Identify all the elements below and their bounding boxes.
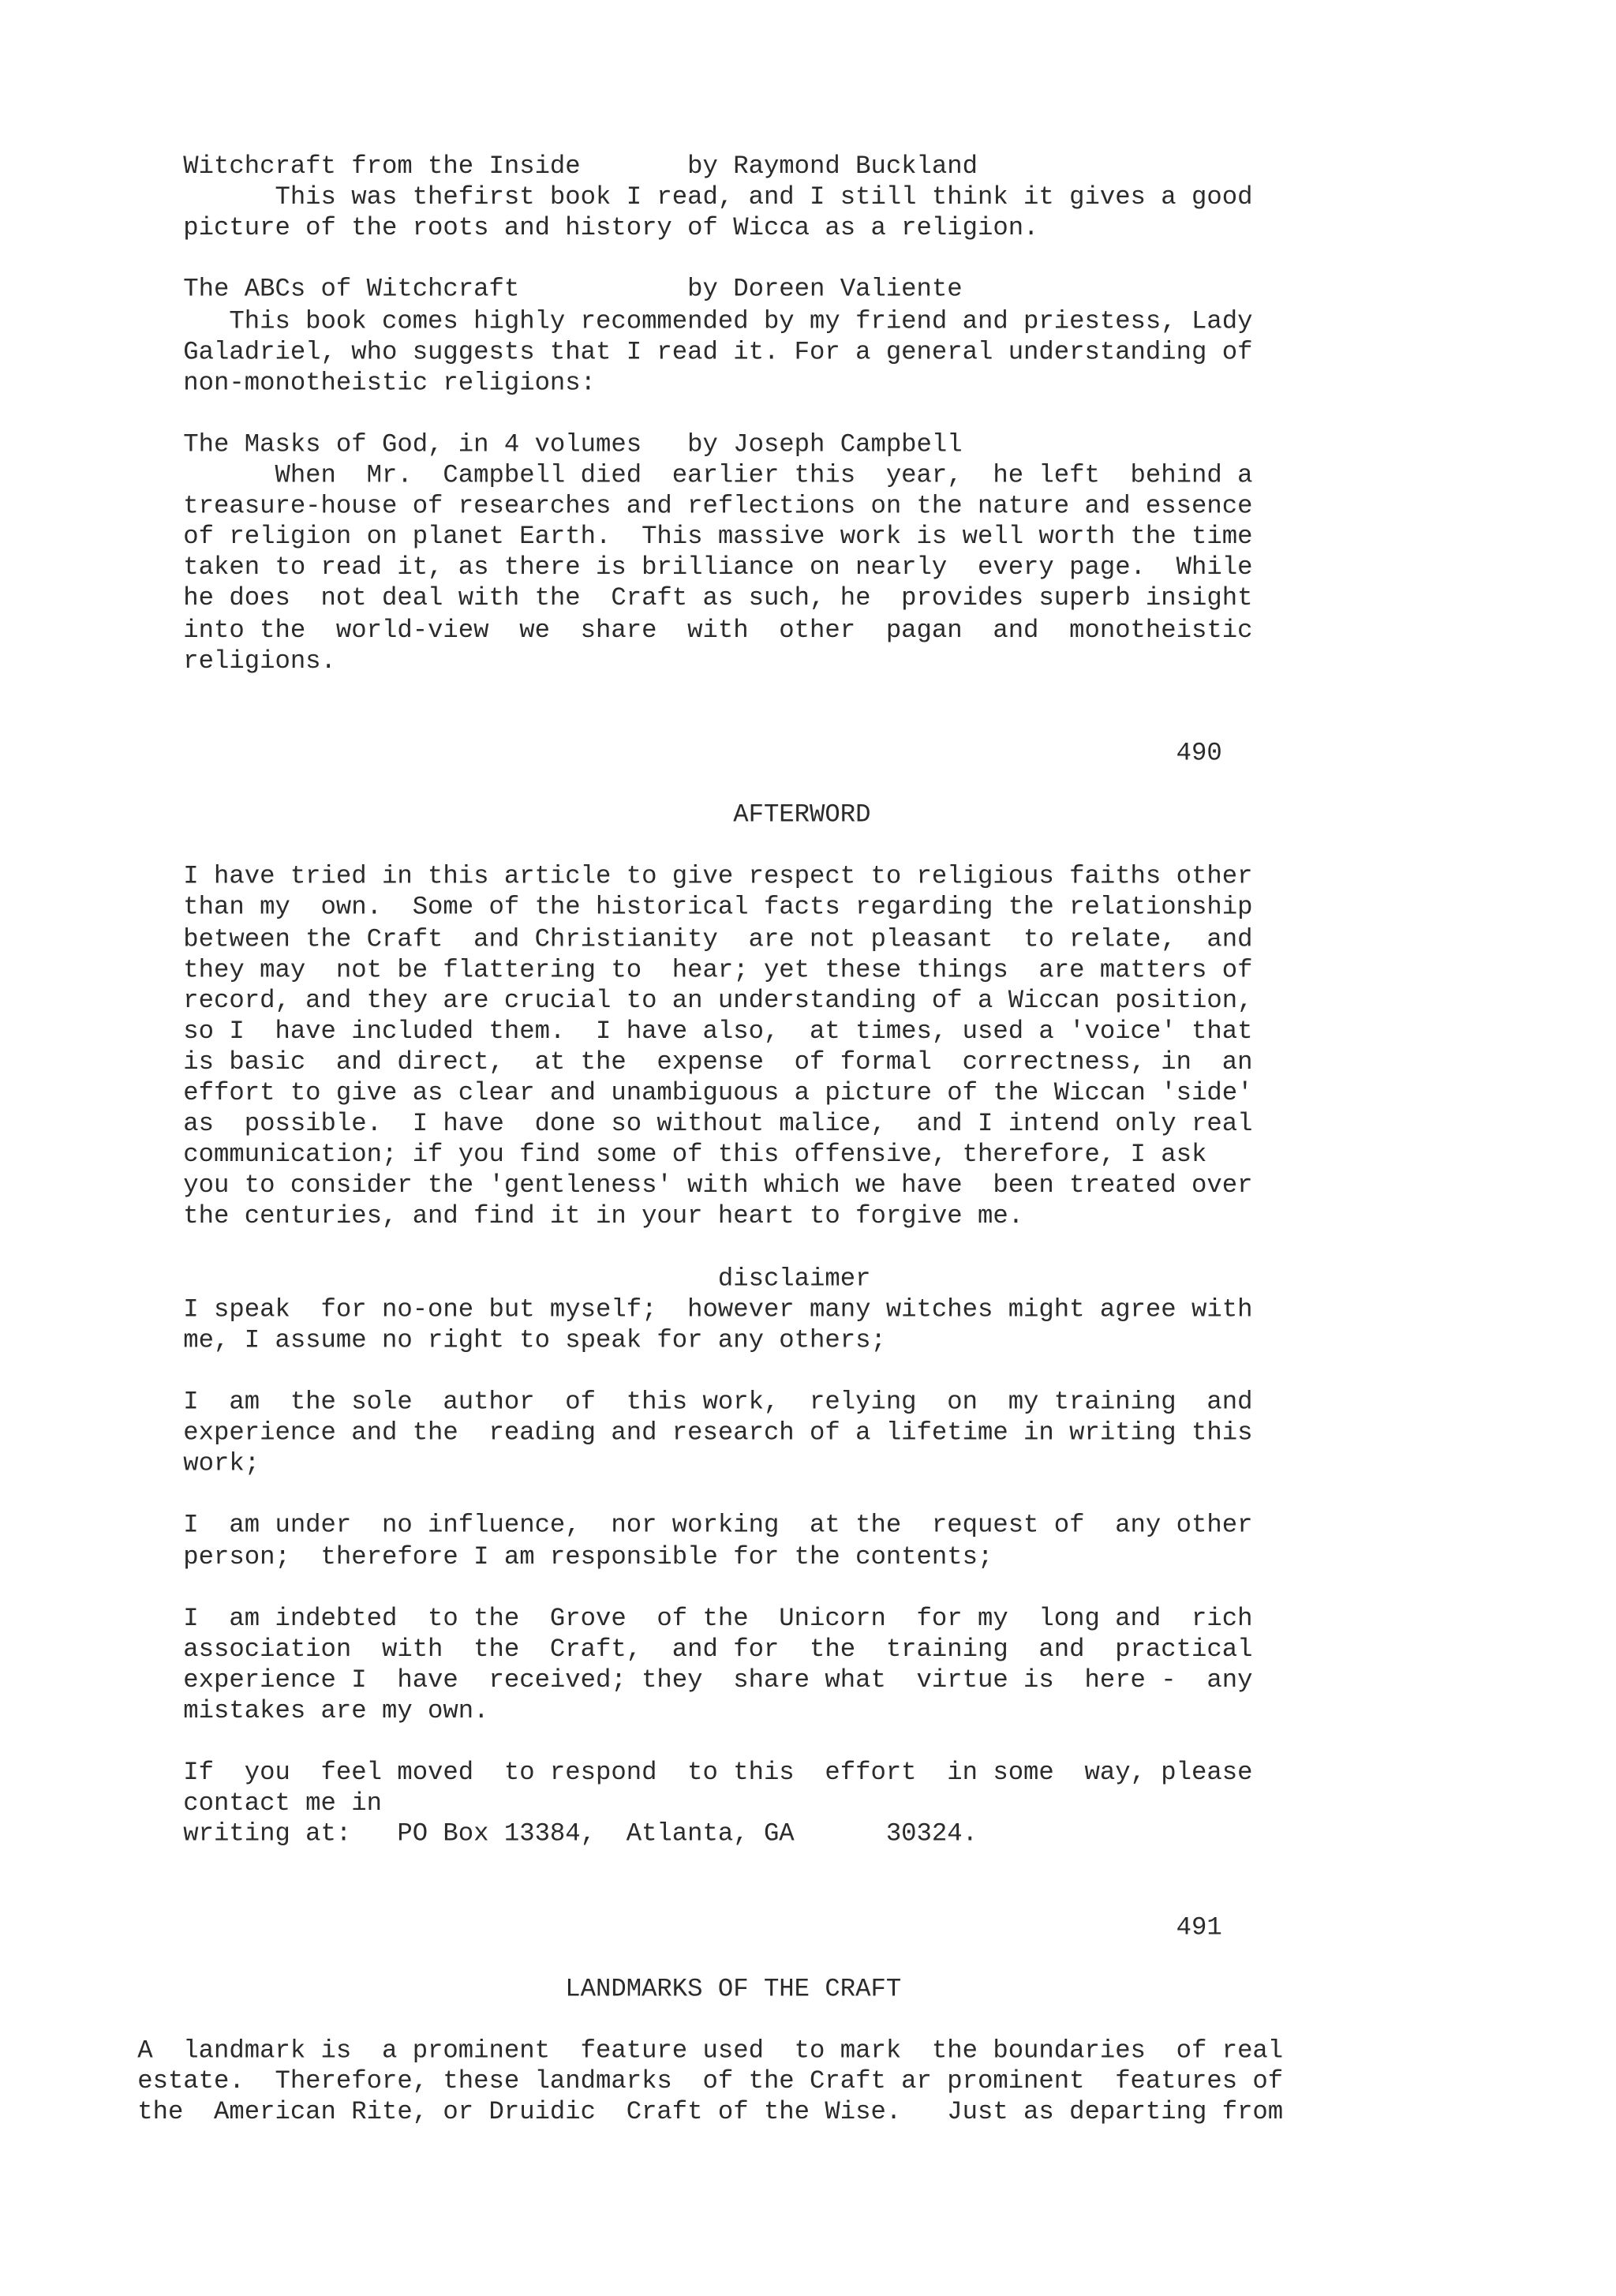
text-line: contact me in xyxy=(0,1791,382,1819)
text-line: mistakes are my own. xyxy=(0,1698,489,1727)
text-line: into the world-view we share with other pagan and monotheistic xyxy=(0,616,1253,646)
text-line: Witchcraft from the Inside by Raymond Buckland xyxy=(0,153,978,182)
text-line: than my own. Some of the historical facts regarding the relationship xyxy=(0,895,1253,923)
text-line: is basic and direct, at the expense of formal correctness, in an xyxy=(0,1049,1253,1078)
text-line: I have tried in this article to give respect to religious faiths other xyxy=(0,864,1253,893)
text-line: If you feel moved to respond to this effort in some way, please xyxy=(0,1760,1253,1788)
text-line: writing at: PO Box 13384, Atlanta, GA 30324. xyxy=(0,1822,978,1850)
text-line: they may not be flattering to hear; yet these things are matters of xyxy=(0,957,1253,985)
text-line: non-monotheistic religions: xyxy=(0,369,597,398)
text-line xyxy=(0,399,1616,430)
text-line: When Mr. Campbell died earlier this year, he left behind a xyxy=(0,463,1253,491)
text-line: I am the sole author of this work, relying on my training and xyxy=(0,1389,1253,1418)
text-line: effort to give as clear and unambiguous a picture of the Wiccan 'side' xyxy=(0,1080,1253,1109)
text-line xyxy=(0,770,1616,801)
text-line xyxy=(0,1944,1616,1975)
text-line: The ABCs of Witchcraft by Doreen Valiente xyxy=(0,277,963,305)
text-line xyxy=(0,708,1616,739)
text-line: This was thefirst book I read, and I still think it gives a good xyxy=(0,184,1253,213)
text-line: treasure-house of researches and reflections on the nature and essence xyxy=(0,493,1253,522)
text-line xyxy=(0,1852,1616,1882)
text-line: experience and the reading and research of a lifetime in writing this xyxy=(0,1420,1253,1448)
text-line: taken to read it, as there is brilliance on nearly every page. While xyxy=(0,555,1253,583)
text-line: experience I have received; they share what virtue is here - any xyxy=(0,1667,1253,1695)
text-line: estate. Therefore, these landmarks of the Craft ar prominent features of xyxy=(0,2069,1284,2097)
text-line xyxy=(0,1357,1616,1388)
text-line: 491 xyxy=(0,1914,1222,1943)
text-line: person; therefore I am responsible for the contents; xyxy=(0,1544,993,1572)
text-line: me, I assume no right to speak for any others; xyxy=(0,1328,886,1356)
text-line xyxy=(0,1882,1616,1913)
text-line: Galadriel, who suggests that I read it. For a general understanding of xyxy=(0,339,1253,367)
text-line: you to consider the 'gentleness' with which we have been treated over xyxy=(0,1173,1253,1201)
text-line: association with the Craft, and for the training and practical xyxy=(0,1636,1253,1665)
text-line xyxy=(0,677,1616,708)
text-line: This book comes highly recommended by my friend and priestess, Lady xyxy=(0,308,1253,336)
text-line: I speak for no-one but myself; however many witches might agree with xyxy=(0,1296,1253,1325)
text-line: AFTERWORD xyxy=(0,802,871,830)
text-line: I am indebted to the Grove of the Unicorn for my long and rich xyxy=(0,1605,1253,1634)
text-line: LANDMARKS OF THE CRAFT xyxy=(0,1976,902,2005)
text-line: A landmark is a prominent feature used to mark the boundaries of real xyxy=(0,2038,1284,2066)
text-line xyxy=(0,1573,1616,1604)
text-line xyxy=(0,1234,1616,1264)
text-line: the American Rite, or Druidic Craft of the Wise. Just as departing from xyxy=(0,2099,1284,2128)
text-line: communication; if you find some of this offensive, therefore, I ask xyxy=(0,1142,1207,1170)
text-line: 490 xyxy=(0,740,1222,769)
text-line: disclaimer xyxy=(0,1265,871,1294)
text-line: work; xyxy=(0,1451,260,1479)
text-line xyxy=(0,245,1616,275)
text-line: record, and they are crucial to an understanding of a Wiccan position, xyxy=(0,987,1253,1016)
text-line: the centuries, and find it in your heart to forgive me. xyxy=(0,1204,1024,1232)
text-line xyxy=(0,2006,1616,2036)
text-line: religions. xyxy=(0,648,336,676)
text-line xyxy=(0,1481,1616,1511)
text-line: as possible. I have done so without malice, and I intend only real xyxy=(0,1111,1253,1140)
text-line: between the Craft and Christianity are not pleasant to relate, and xyxy=(0,926,1253,954)
text-line: picture of the roots and history of Wicca as a religion. xyxy=(0,215,1039,244)
text-line: he does not deal with the Craft as such, he provides superb insight xyxy=(0,586,1253,614)
text-line: so I have included them. I have also, at times, used a 'voice' that xyxy=(0,1018,1253,1047)
text-line: The Masks of God, in 4 volumes by Joseph Campbell xyxy=(0,432,963,460)
text-line xyxy=(0,832,1616,863)
text-line: I am under no influence, nor working at the request of any other xyxy=(0,1512,1253,1541)
text-line xyxy=(0,1728,1616,1759)
text-line: of religion on planet Earth. This massive work is well worth the time xyxy=(0,524,1253,552)
